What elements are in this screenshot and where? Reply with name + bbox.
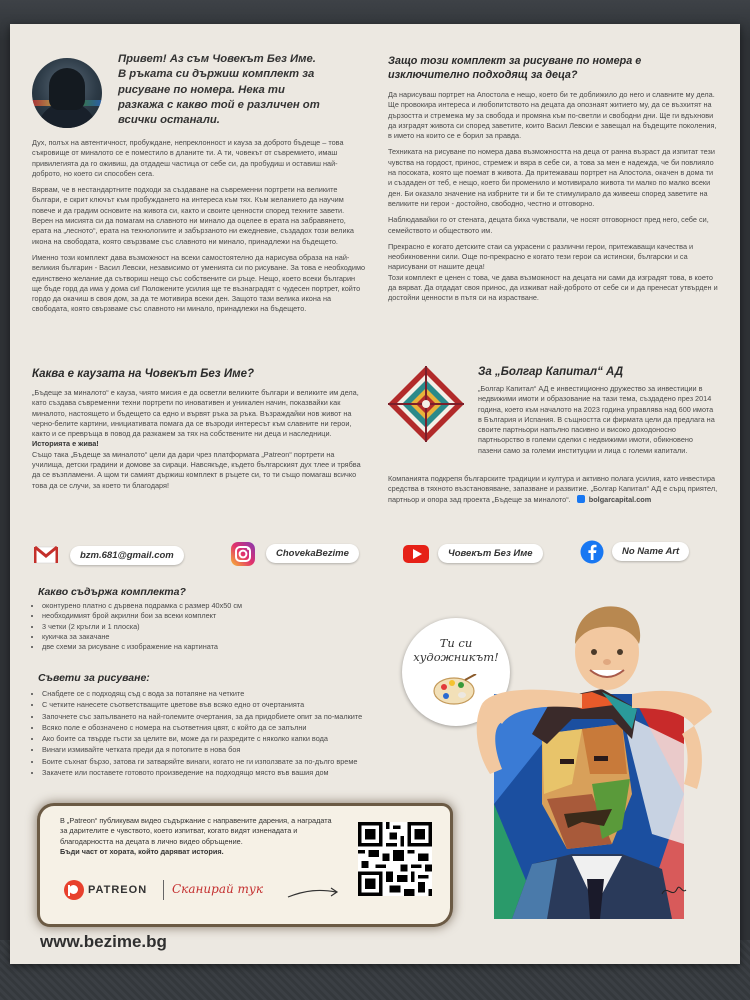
facebook-contact[interactable]: No Name Art bbox=[612, 542, 689, 561]
why-paragraphs bbox=[388, 90, 718, 310]
tips-title: Съвети за рисуване: bbox=[38, 672, 150, 684]
patreon-cta: Бъди част от хората, който даряват история. bbox=[60, 846, 224, 856]
paragraph: Прекрасно е когато детските стаи са украсени с различни герои, притежаващи качества и необикновенни сили. Още по-прекрасно е когато тези герои са истински, български и са нарисувани от нашите деца! bbox=[388, 241, 694, 272]
paragraph: Наблюдавайки го от стената, децата биха чувствали, че носят отговорност пред него, себе си, семейството и обществото им. bbox=[388, 215, 709, 235]
youtube-contact[interactable]: Човекът Без Име bbox=[438, 544, 543, 563]
kit-item: • необходимият брой акрилни бои за всеки комплект bbox=[42, 611, 402, 621]
patreon-text bbox=[60, 816, 340, 857]
kit-item: • 3 четки (2 кръгли и 1 плоска) bbox=[42, 622, 402, 632]
cause-body-2: Също така „Бъдеще за миналото“ цели да дари чрез платформата „Patreon“ портрети на училища, детски градини и домове за сираци. Навсякъде, където българският дух тлее и трябва да се възпламени. А щом ти самият държиш комплект в ръцете си, то ти също помагаш всичко това да се случи, за което ти благодаря! bbox=[32, 449, 361, 490]
bubble-line: художникът! bbox=[413, 650, 499, 664]
kit-item: • кукичка за закачане bbox=[42, 632, 402, 642]
website-url[interactable]: www.bezime.bg bbox=[40, 932, 167, 951]
tip-item: • Закачете или поставете готовото произведение на подходящо място във вашия дом bbox=[42, 767, 442, 778]
author-avatar bbox=[32, 58, 102, 128]
sponsor-body: „Болгар Капитал“ АД е инвестиционно дружество за инвестиции в недвижими имоти и образование на тази тема, създадено през 2014 година, което към началото на 2023 година управлява над 600 имота в България и Испания. В същността си фирмата цели да предлага на своите партньори напълно пасивно и високо доходоносно партньорство в големи сделки с недвижими имоти, обикновено пазени само за големи институции и лица с големи капитали. bbox=[478, 384, 715, 455]
facebook-icon bbox=[580, 540, 604, 564]
divider bbox=[163, 880, 164, 900]
cause-emphasis: Историята е жива! bbox=[32, 439, 99, 449]
tip-item: • Боите съхнат бързо, затова ги затваряйте винаги, когато не ги използвате за по-дълго време bbox=[42, 756, 442, 767]
tip-item: • С четките нанесете съответстващите цветове във всяко едно от очертанията bbox=[42, 699, 442, 710]
cause-title: Каква е каузата на Човекът Без Име? bbox=[32, 368, 255, 380]
kit-item: • оконтурено платно с дървена подрамка с размер 40х50 см bbox=[42, 601, 402, 611]
tip-item: • Всяко поле е обозначено с номера на съответния цвят, с който да се запълни bbox=[42, 722, 442, 733]
why-title-line: Защо този комплект за рисуване по номера е bbox=[388, 55, 642, 67]
arrow-icon bbox=[286, 886, 342, 900]
tip-item: • Започнете със запълването на най-големите очертания, за да придобиете опит за по-малките bbox=[42, 711, 442, 722]
youtube-icon bbox=[402, 542, 430, 566]
tip-item: • Снабдете се с подходящ съд с вода за потапяне на четките bbox=[42, 688, 442, 699]
boy-with-portrait-image bbox=[472, 594, 722, 924]
kit-item: • две схеми за рисуване с изображение на картината bbox=[42, 642, 402, 652]
sponsor-link[interactable]: bolgarcapital.com bbox=[588, 494, 652, 504]
bubble-line: Ти си bbox=[439, 636, 473, 650]
scan-here-label: Сканирай тук bbox=[172, 882, 264, 896]
paragraph: Именно този комплект дава възможност на всеки самостоятелно да нарисува образа на най-великия българин - Васил Левски, независимо от уменията си по рисуване. За това е необходимо единствено желание да сътвориш нещо със собствените си ръце. Нещо, което всеки българин ще бъде горд да има у дома си! Положените усилия ще те възнаградят с чудесен портрет, който гордо да окачиш в своя дом, за да те мотивира всеки ден. Защото тази велика икона на свободата, която свързваме със славното ни минало, принадлежи на бъдещето. bbox=[32, 252, 366, 314]
bolgar-capital-ornament-icon bbox=[386, 364, 466, 444]
intro-greeting: Привет! Аз съм Човекът Без Име. bbox=[118, 53, 316, 65]
kit-list bbox=[32, 601, 402, 652]
patreon-description: В „Patreon“ публикувам видео съдържание с направените дарения, а наградата за дарителите е чувството, което изпитват, когато видят изненадата и благодарността на децата в лично видео обръщение. bbox=[60, 816, 332, 846]
paragraph: Техниката на рисуване по номера дава възможността на деца от ранна възраст да изпитат тези чувства на гордост, принос, стремеж и вяра в себе си, а това за мен е надежда, че би повлияло на посоката, която ще поемат в живота. Да притежаваш портрет на Апостола, окачен в дома ти и създаден от теб, е нещо, което би променило и мотивирало живота ти малко по малко всеки ден. Би оказало значение на избрните ти и би те стимулирало да живееш според заветите на великите ни герои - достойно, свободно, честно и отговорно. bbox=[388, 147, 715, 208]
cause-body: „Бъдеще за миналото“ е кауза, чиято мисия е да осветли великите българи и великите им дела, като създава съвременни техни портрети по иновативен и уникален начин, показвайки как миналото, настоящето и бъдещето са едно и вървят ръка за ръка. Възраждайки нов живот на черно-белите картини, инициативата помага да се възроди интересът към славните ни герои, както и се превръща в повод да разкажем за тях на собствените ни деца и наследници. bbox=[32, 388, 359, 439]
why-title-line: изключително подходящ за деца? bbox=[388, 69, 578, 81]
tips-list bbox=[32, 688, 442, 778]
tip-item: • Ако боите са твърде гъсти за целите ви, може да ги разредите с няколко капки вода bbox=[42, 733, 442, 744]
intro-line: всички останали. bbox=[118, 114, 220, 127]
paragraph: Да нарисуваш портрет на Апостола е нещо, което би те доближило до него и славните му дела. Ще провокира интереса и любопитството на децата да опознаят житието му, да се възхитят на дързостта и стремежа му за свобода и промяна към по-светли и свободни дни. Ще ги вдъхнови да изградят живота си според заветите, които Васил Левски е завещал на бъдещите поколения, в името на които се е борил за правда. bbox=[388, 90, 717, 141]
sponsor-body-2: Компанията подкрепя българските традиции и култура и активно полага усилия, като инвестира средства в тяхното възстановяване, запазване и развитие. „Болгар Капитал“ АД е сърц приятел, партньор и опора зад проекта „Бъдеще за миналото“. bbox=[388, 474, 718, 504]
sponsor-section-2 bbox=[388, 474, 718, 505]
kit-box-back bbox=[10, 24, 740, 964]
instagram-contact[interactable]: ChovekaBezime bbox=[266, 544, 359, 563]
cause-section bbox=[32, 388, 367, 491]
paragraph: Вярвам, че в нестандартните подходи за създаване на съвременни портрети на великите българи, е скрит ключът към пробуждането на интереса към тях. Към желанието да научим повече и да градим основите на живота си, както и своите ценности според техните завети. Верен на мисията си да помагам на славното ни минало да оцелее в ерата на забравянето, ерата на „лесното“, ерата на технологиите и забързаното ни ежедневие, създадох този велика икона на свободата, която свързваме със славното ни минало, принадлежи на бъдещето. bbox=[32, 185, 354, 246]
why-title bbox=[388, 54, 718, 82]
paragraph: Дух, полъх на автентичност, пробуждане, непреклонност и кауза за доброто бъдеще – това съкровище от миналото се е поместило в дланите ти. А ти, човекът от съвремието, имаш привилегията да го оживиш, да отдадеш частица от себе си, да пробудиш и оставиш най-доброто, но което си способен сега. bbox=[32, 138, 344, 178]
kit-title: Какво съдържа комплекта? bbox=[38, 586, 186, 598]
qr-code[interactable] bbox=[358, 822, 432, 896]
tip-item: • Винаги измивайте четката преди да я потопите в нова боя bbox=[42, 744, 442, 755]
intro-paragraphs bbox=[32, 138, 367, 321]
sponsor-title: За „Болгар Капитал“ АД bbox=[478, 366, 624, 378]
patreon-logo-icon bbox=[64, 880, 84, 900]
intro-line: рисуване по номера. Нека ти bbox=[118, 83, 285, 96]
intro-line: разкажа с какво той е различен от bbox=[118, 98, 320, 111]
paragraph: Този комплект е ценен с това, че дава възможност на децата ни сами да изградят това, в което да вярват. Да отдадат своя принос, да изживат най-доброто от себе си и да пренесат утвърден и достойни ценности в пътя си на израстване. bbox=[388, 272, 718, 303]
intro-text bbox=[118, 52, 388, 128]
patreon-panel bbox=[40, 806, 450, 924]
gmail-icon bbox=[34, 543, 58, 567]
instagram-icon bbox=[230, 541, 256, 567]
intro-line: В ръката си държиш комплект за bbox=[118, 68, 315, 81]
email-contact[interactable]: bzm.681@gmail.com bbox=[70, 546, 184, 565]
facebook-small-icon bbox=[577, 495, 585, 503]
patreon-logo-text[interactable]: PATREON bbox=[88, 884, 148, 896]
